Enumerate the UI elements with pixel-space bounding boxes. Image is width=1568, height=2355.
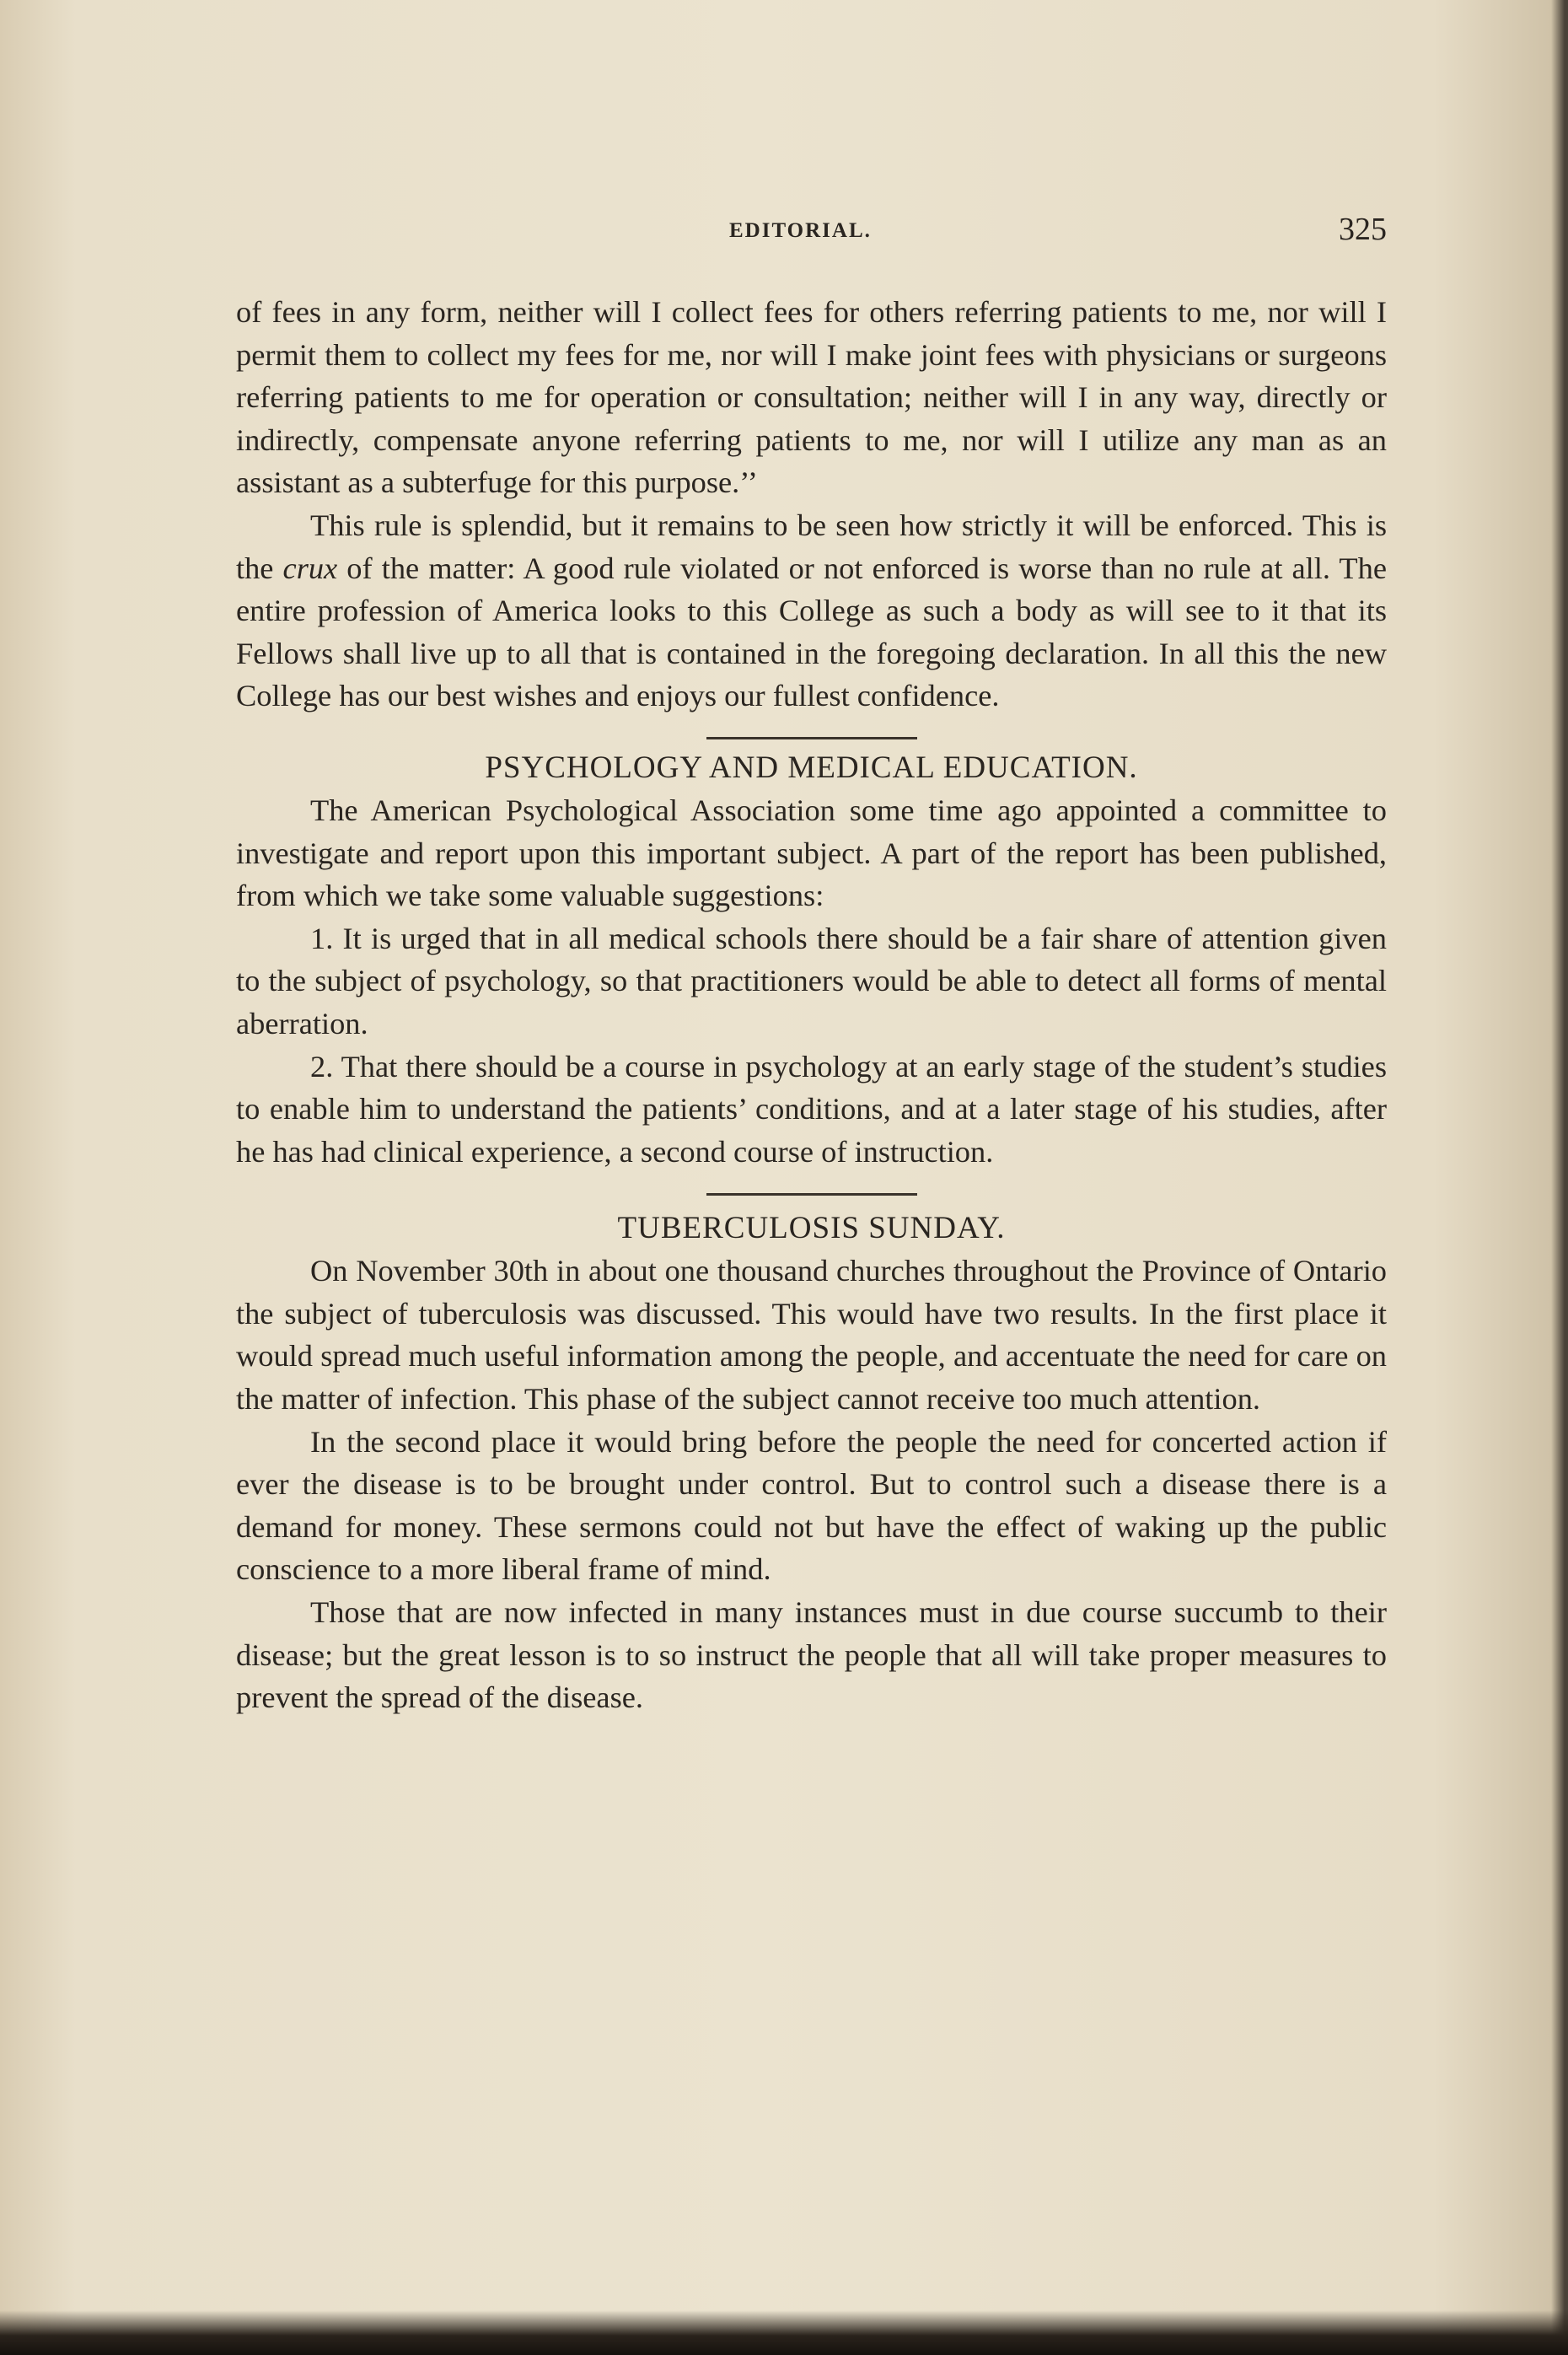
continuation-paragraph-2: [236, 504, 1387, 718]
psychology-item-2: 2. That there should be a course in psychology at an early stage of the student’s studies to enable him to understand the patients’ conditions, and at a later stage of his studies, after he has had clinical experience, a second course of instruction.: [236, 1049, 1387, 1169]
running-head: EDITORIAL.: [729, 219, 872, 242]
tuberculosis-paragraph-3: Those that are now infected in many instances must in due course succumb to their disease; but the great lesson is to so instruct the people that all will take proper measures to prevent the spread of the disease.: [236, 1595, 1387, 1715]
page-header: [240, 211, 1387, 253]
psychology-intro-paragraph: The American Psychological Association some time ago appointed a committee to investigate and report upon this important subject. A part of the report has been published, from which we take some valuable suggestions:: [236, 793, 1387, 913]
section-divider-2: [706, 1193, 917, 1196]
continuation-text-after: of the matter: A good rule violated or not enforced is worse than no rule at all. The entire profession of America looks to this College as such a body as will see to it that its Fellows shall live up to all that is contained in the foregoing declaration. In all this the new College has our best wishes and enjoys our fullest confidence.: [236, 551, 1387, 713]
continuation-paragraph-1: of fees in any form, neither will I collect fees for others referring patients to me, nor will I permit them to collect my fees for me, nor will I make joint fees with physicians or surgeons referring patients to me for operation or consultation; neither will I in any way, directly or indirectly, compensate anyone referring patients to me, nor will I utilize any man as an assistant as a subterfuge for this purpose.’’: [236, 295, 1387, 500]
page-number: 325: [1339, 212, 1387, 247]
crux-italic: crux: [282, 551, 338, 585]
page-bottom-shadow: [0, 2310, 1568, 2355]
tuberculosis-paragraph-2: In the second place it would bring before the people the need for concerted action if ever the disease is to be brought under control. But to control such a disease there is a demand for money. These sermons could not but have the effect of waking up the public conscience to a more liberal frame of mind.: [236, 1424, 1387, 1587]
page-body: [236, 291, 1387, 1719]
section-divider-1: [706, 737, 917, 739]
continuation-text-before: This rule is splendid, but it remains to be seen how strictly it will be enforced. This is the: [236, 508, 1387, 585]
tuberculosis-section-title: TUBERCULOSIS SUNDAY.: [617, 1211, 1006, 1246]
tuberculosis-paragraph-1: On November 30th in about one thousand churches throughout the Province of Ontario the subject of tuberculosis was discussed. This would have two results. In the first place it would spread much useful information among the people, and accentuate the need for care on the matter of infection. This phase of the subject cannot receive too much attention.: [236, 1254, 1387, 1417]
psychology-section-title: PSYCHOLOGY AND MEDICAL EDUCATION.: [485, 750, 1138, 785]
psychology-item-1: 1. It is urged that in all medical schools there should be a fair share of attention given to the subject of psychology, so that practitioners would be able to detect all forms of mental aberration.: [236, 921, 1387, 1040]
